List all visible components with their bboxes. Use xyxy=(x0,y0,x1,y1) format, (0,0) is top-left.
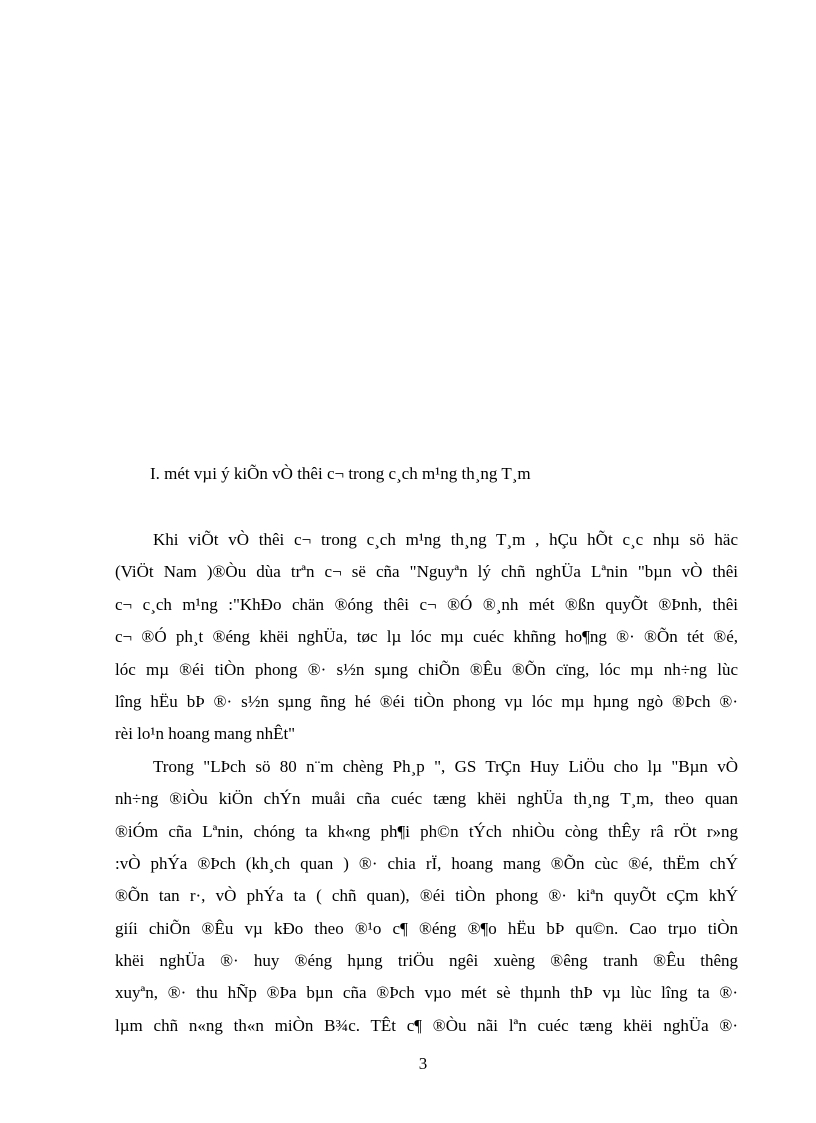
text-line: c¬ ®Ó ph¸t ®éng khëi nghÜa, tøc lµ lóc mµ cuéc khñng ho¶ng ®· ®Õn tét ®é, xyxy=(115,627,738,647)
text-line: lîng hËu bÞ ®· s½n sµng ñng hé ®éi tiÒn phong vµ lóc mµ hµng ngò ®Þch ®· xyxy=(115,691,738,711)
text-line: c¬ c¸ch m¹ng :"KhÐo chän ®óng thêi c¬ ®Ó ®¸nh mét ®ßn quyÕt ®Þnh, thêi xyxy=(115,594,738,614)
body-text xyxy=(115,524,738,1042)
text-line: nh÷ng ®iÒu kiÖn chÝn muåi cña cuéc tæng khëi nghÜa th¸ng T¸m, theo quan xyxy=(115,789,738,809)
text-line: :vÒ phÝa ®Þch (kh¸ch quan ) ®· chia rÏ, hoang mang ®Õn cùc ®é, thËm chÝ xyxy=(115,853,738,873)
page-number: 3 xyxy=(418,1054,428,1073)
text-line: lóc mµ ®éi tiÒn phong ®· s½n sµng chiÕn ®Êu ®Õn cïng, lóc mµ nh÷ng lùc xyxy=(115,659,738,679)
text-line: ®iÓm cña Lªnin, chóng ta kh«ng ph¶i ph©n tÝch nhiÒu còng thÊy râ rÖt r»ng xyxy=(115,821,738,841)
text-line: giíi chiÕn ®Êu vµ kÐo theo ®¹o c¶ ®éng ®¶o hËu bÞ qu©n. Cao trµo tiÒn xyxy=(115,918,738,938)
section-heading: I. mét vµi ý kiÕn vÒ thêi c¬ trong c¸ch m¹ng th¸ng T¸m xyxy=(150,464,531,483)
text-line: xuyªn, ®· thu hÑp ®Þa bµn cña ®Þch vµo mét sè thµnh thÞ vµ lùc lîng ta ®· xyxy=(115,983,738,1003)
paragraph-2 xyxy=(115,751,738,1043)
text-line: Khi viÕt vÒ thêi c¬ trong c¸ch m¹ng th¸ng T¸m , hÇu hÕt c¸c nhµ sö häc xyxy=(153,530,738,549)
text-line: lµm chñ n«ng th«n miÒn B¾c. TÊt c¶ ®Òu nãi lªn cuéc tæng khëi nghÜa ®· xyxy=(115,1015,738,1035)
text-line: (ViÖt Nam )®Òu dùa trªn c¬ së cña "Nguyªn lý chñ nghÜa Lªnin "bµn vÒ thêi xyxy=(115,562,738,582)
text-line: rèi lo¹n hoang mang nhÊt" xyxy=(115,724,296,744)
text-line: ®Õn tan r·, vÒ phÝa ta ( chñ quan), ®éi tiÒn phong ®· kiªn quyÕt cÇm khÝ xyxy=(115,886,738,906)
text-line: khëi nghÜa ®· huy ®éng hµng triÖu ngêi xuèng ®êng tranh ®Êu thêng xyxy=(115,951,738,971)
text-line: Trong "LÞch sö 80 n¨m chèng Ph¸p ", GS TrÇn Huy LiÖu cho lµ "Bµn vÒ xyxy=(153,756,738,776)
paragraph-1 xyxy=(115,524,738,751)
